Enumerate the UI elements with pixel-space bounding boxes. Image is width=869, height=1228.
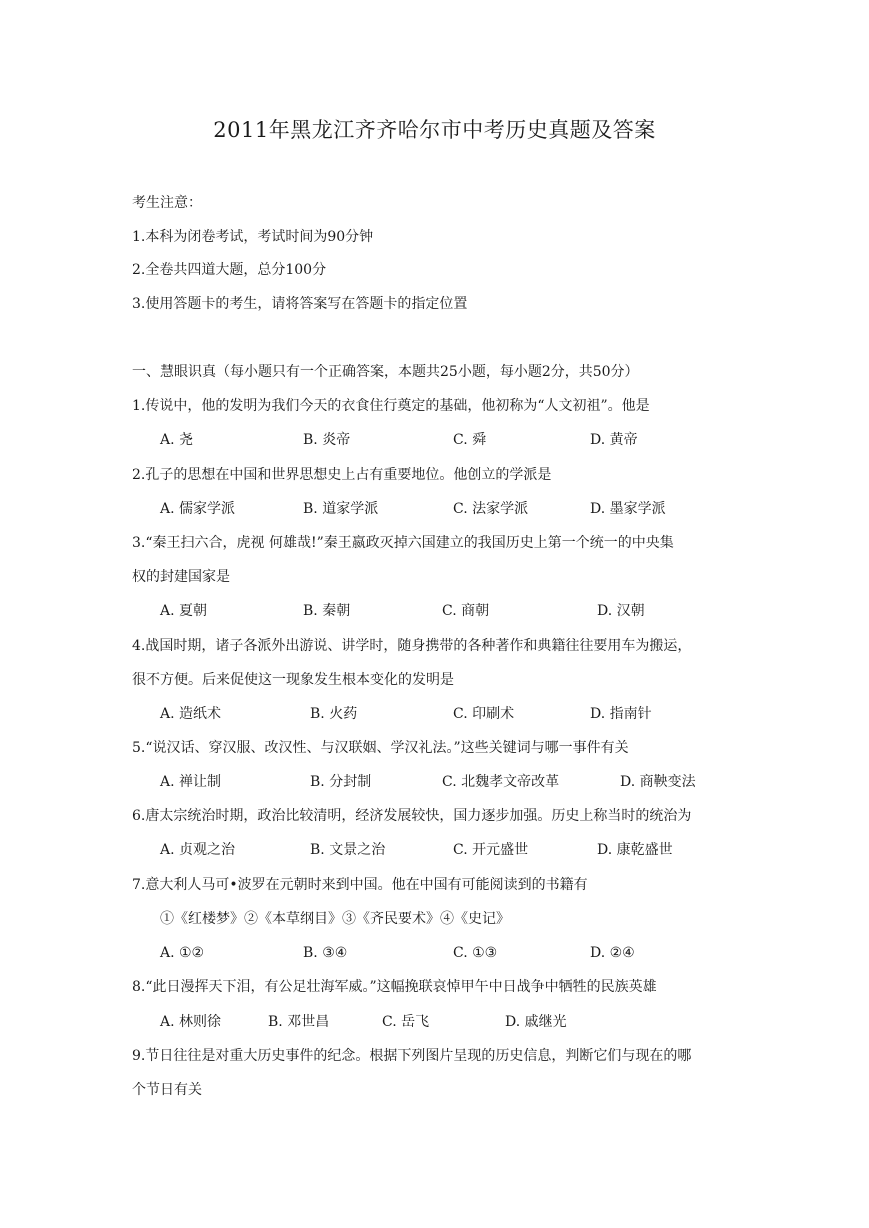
option-d: D. 汉朝	[597, 603, 645, 619]
option-a: A. 儒家学派	[160, 501, 236, 517]
question-options	[160, 772, 780, 792]
notice-item: 1.本科为闭卷考试，考试时间为90分钟	[132, 229, 374, 245]
option-c: C. 舜	[453, 432, 487, 448]
notice-heading: 考生注意：	[132, 195, 202, 211]
question-options	[160, 840, 780, 860]
question-text: 7.意大利人马可•波罗在元朝时来到中国。他在中国有可能阅读到的书籍有	[132, 877, 588, 893]
option-d: D. 商鞅变法	[620, 774, 696, 790]
question-text: 1.传说中，他的发明为我们今天的衣食住行奠定的基础，他初称为“人文初祖”。他是	[132, 398, 650, 414]
question-text: 9.节日往往是对重大历史事件的纪念。根据下列图片呈现的历史信息，判断它们与现在的哪	[132, 1048, 692, 1064]
option-b: B. 火药	[310, 706, 358, 722]
option-c: C. 开元盛世	[453, 842, 529, 858]
option-c: C. 法家学派	[453, 501, 529, 517]
question-options	[160, 1012, 780, 1032]
section-heading: 一、慧眼识真（每小题只有一个正确答案，本题共25小题，每小题2分，共50分）	[132, 364, 639, 380]
question-options	[160, 601, 780, 621]
question-options	[160, 499, 780, 519]
option-b: B. ③④	[303, 945, 348, 961]
option-d: D. 墨家学派	[590, 501, 666, 517]
notice-item: 3.使用答题卡的考生，请将答案写在答题卡的指定位置	[132, 296, 468, 312]
option-b: B. 邓世昌	[268, 1014, 330, 1030]
option-a: A. ①②	[160, 945, 205, 961]
option-b: B. 分封制	[310, 774, 372, 790]
question-text: 4.战国时期，诸子各派外出游说、讲学时，随身携带的各种著作和典籍往往要用车为搬运，	[132, 638, 692, 654]
option-b: B. 道家学派	[303, 501, 379, 517]
question-options	[160, 704, 780, 724]
option-a: A. 贞观之治	[160, 842, 236, 858]
option-d: D. 戚继光	[505, 1014, 567, 1030]
question-text: 6.唐太宗统治时期，政治比较清明，经济发展较快，国力逐步加强。历史上称当时的统治为	[132, 808, 692, 824]
question-text: 个节日有关	[132, 1082, 202, 1098]
option-d: D. 康乾盛世	[597, 842, 673, 858]
option-c: C. 商朝	[442, 603, 490, 619]
option-a: A. 尧	[160, 432, 194, 448]
option-a: A. 造纸术	[160, 706, 222, 722]
option-b: B. 炎帝	[303, 432, 351, 448]
notice-item: 2.全卷共四道大题，总分100分	[132, 262, 327, 278]
option-d: D. 指南针	[590, 706, 652, 722]
option-c: C. ①③	[453, 945, 498, 961]
option-b: B. 秦朝	[303, 603, 351, 619]
option-a: A. 林则徐	[160, 1014, 222, 1030]
option-d: D. ②④	[590, 945, 635, 961]
option-a: A. 夏朝	[160, 603, 208, 619]
question-sub-line: ①《红楼梦》②《本草纲目》③《齐民要术》④《史记》	[160, 911, 510, 927]
page-title: 2011年黑龙江齐齐哈尔市中考历史真题及答案	[213, 118, 656, 142]
option-c: C. 印刷术	[453, 706, 515, 722]
question-text: 5.“说汉话、穿汉服、改汉性、与汉联姻、学汉礼法。”这些关键词与哪一事件有关	[132, 740, 629, 756]
question-text: 8.“此日漫挥天下泪，有公足壮海军威。”这幅挽联哀悼甲午中日战争中牺牲的民族英雄	[132, 979, 657, 995]
option-a: A. 禅让制	[160, 774, 222, 790]
option-c: C. 北魏孝文帝改革	[442, 774, 560, 790]
option-b: B. 文景之治	[310, 842, 386, 858]
option-c: C. 岳飞	[382, 1014, 430, 1030]
question-options	[160, 430, 780, 450]
option-d: D. 黄帝	[590, 432, 638, 448]
question-options	[160, 943, 780, 963]
question-text: 很不方便。后来促使这一现象发生根本变化的发明是	[132, 672, 454, 688]
question-text: 3.“秦王扫六合，虎视 何雄哉!”秦王嬴政灭掉六国建立的我国历史上第一个统一的中央集	[132, 535, 674, 551]
question-text: 2.孔子的思想在中国和世界思想史上占有重要地位。他创立的学派是	[132, 467, 552, 483]
question-text: 权的封建国家是	[132, 569, 230, 585]
